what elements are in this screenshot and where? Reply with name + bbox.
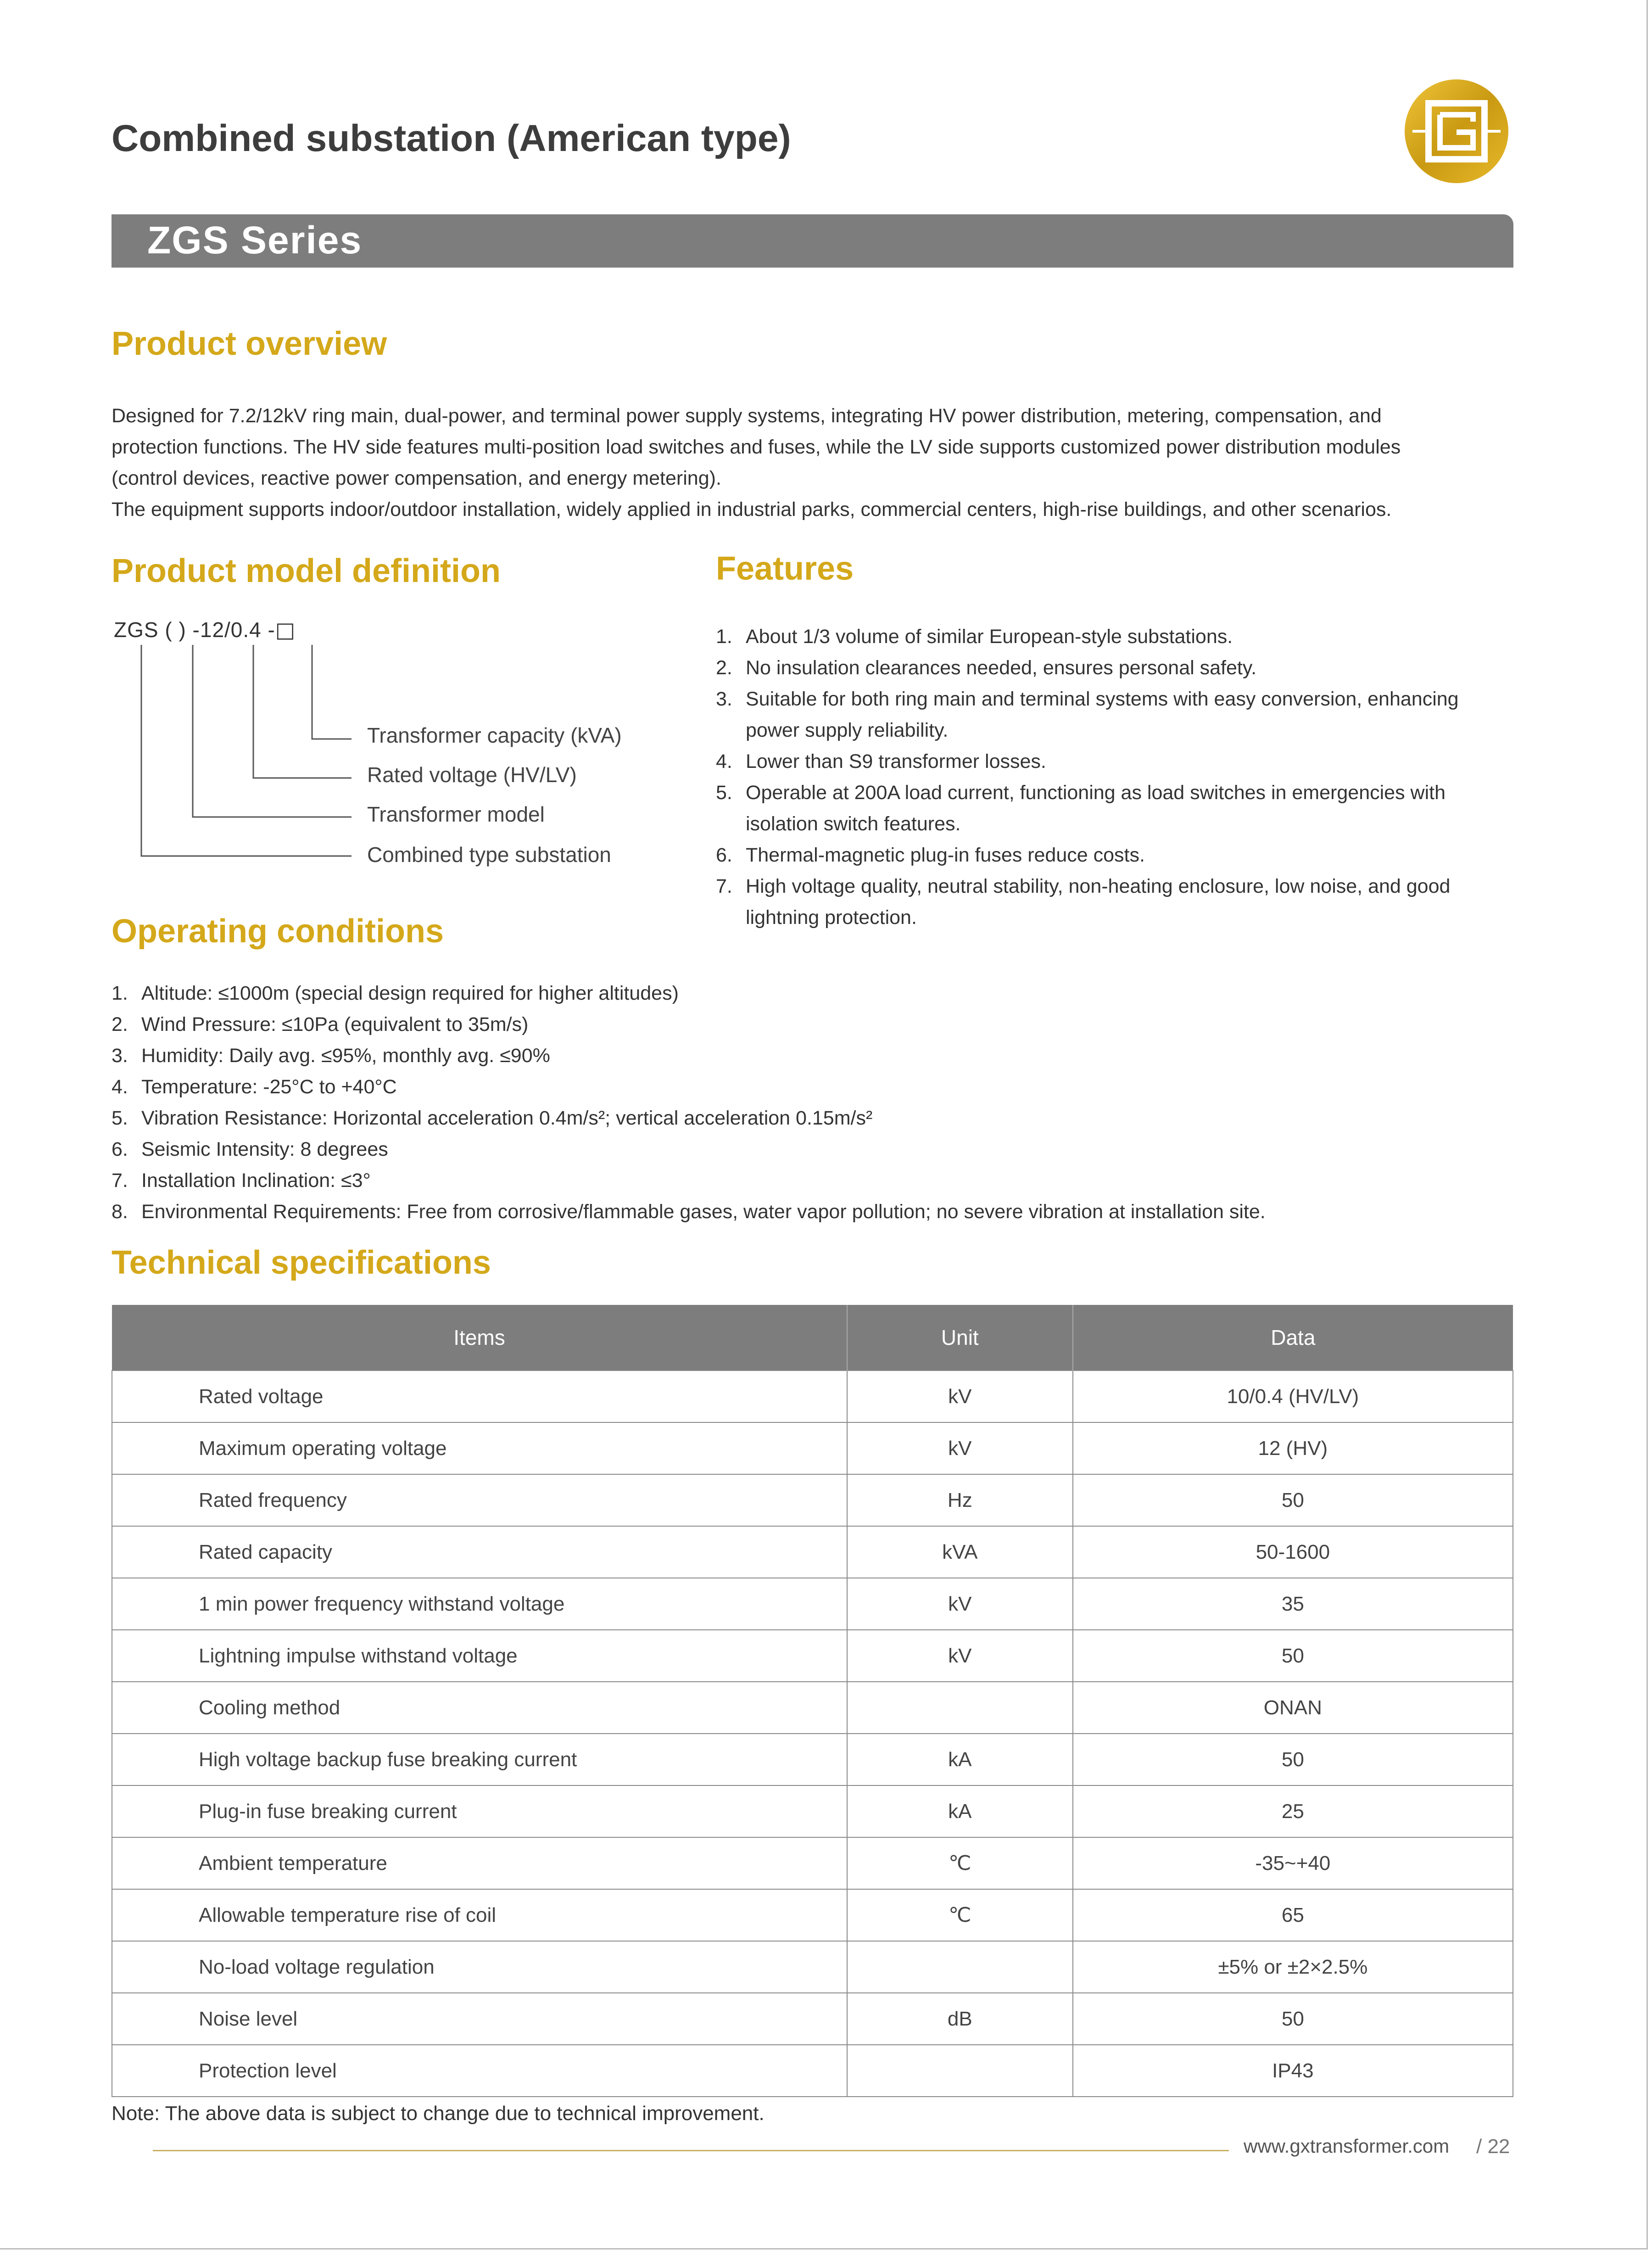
spec-item-cell: No-load voltage regulation	[112, 1941, 847, 1993]
spec-item-cell: Rated voltage	[112, 1371, 847, 1422]
table-row	[112, 1474, 1513, 1526]
spec-data-cell: 10/0.4 (HV/LV)	[1073, 1371, 1513, 1422]
spec-item-cell: Maximum operating voltage	[112, 1422, 847, 1474]
features-heading: Features	[716, 550, 854, 587]
table-row	[112, 1889, 1513, 1941]
footer-divider	[153, 2150, 1229, 2151]
list-item: 7. High voltage quality, neutral stability, non-heating enclosure, low noise, and good lightning protection.	[716, 875, 1451, 929]
list-item: 4. Lower than S9 transformer losses.	[716, 750, 1046, 772]
table-row	[112, 1578, 1513, 1630]
column-header-data: Data	[1073, 1305, 1513, 1371]
list-item: 8. Environmental Requirements: Free from corrosive/flammable gases, water vapor pollution; no severe vibration at installation site.	[112, 1201, 1266, 1223]
spec-data-cell: 35	[1073, 1578, 1513, 1630]
spec-unit-cell: kV	[847, 1371, 1073, 1422]
table-row	[112, 1371, 1513, 1422]
specs-heading: Technical specifications	[112, 1244, 491, 1281]
table-row	[112, 2045, 1513, 2097]
list-item: 2. No insulation clearances needed, ensures personal safety.	[716, 657, 1257, 679]
spec-unit-cell: kVA	[847, 1526, 1073, 1578]
spec-data-cell: 50-1600	[1073, 1526, 1513, 1578]
spec-unit-cell	[847, 2045, 1073, 2097]
spec-unit-cell: kA	[847, 1734, 1073, 1785]
list-item: 6. Seismic Intensity: 8 degrees	[112, 1138, 388, 1160]
spec-item-cell: Protection level	[112, 2045, 847, 2097]
spec-data-cell: ±5% or ±2×2.5%	[1073, 1941, 1513, 1993]
spec-unit-cell: kV	[847, 1422, 1073, 1474]
spec-item-cell: Rated capacity	[112, 1526, 847, 1578]
spec-data-cell: 12 (HV)	[1073, 1422, 1513, 1474]
spec-unit-cell: kA	[847, 1785, 1073, 1837]
spec-item-cell: Plug-in fuse breaking current	[112, 1785, 847, 1837]
model-label-combined-type: Combined type substation	[367, 843, 611, 867]
overview-heading: Product overview	[112, 325, 387, 362]
list-item: 5. Vibration Resistance: Horizontal acceleration 0.4m/s²; vertical acceleration 0.15m/s²	[112, 1107, 873, 1129]
overview-line: The equipment supports indoor/outdoor installation, widely applied in industrial parks, commercial centers, high-rise buildings, and other scenarios.	[112, 498, 1392, 520]
spec-item-cell: Ambient temperature	[112, 1837, 847, 1889]
model-label-voltage: Rated voltage (HV/LV)	[367, 763, 577, 787]
spec-unit-cell: dB	[847, 1993, 1073, 2045]
spec-data-cell: 25	[1073, 1785, 1513, 1837]
spec-data-cell: ONAN	[1073, 1682, 1513, 1734]
table-row	[112, 1422, 1513, 1474]
conditions-heading: Operating conditions	[112, 913, 444, 950]
table-row	[112, 1837, 1513, 1889]
spec-item-cell: Allowable temperature rise of coil	[112, 1889, 847, 1941]
spec-data-cell: 50	[1073, 1734, 1513, 1785]
table-row	[112, 1682, 1513, 1734]
table-row	[112, 1526, 1513, 1578]
column-header-unit: Unit	[847, 1305, 1073, 1371]
series-title: ZGS Series	[147, 218, 363, 262]
overview-line: Designed for 7.2/12kV ring main, dual-power, and terminal power supply systems, integrating HV power distribution, metering, compensation, and	[112, 405, 1382, 427]
list-item: 7. Installation Inclination: ≤3°	[112, 1169, 371, 1192]
model-code	[114, 617, 296, 642]
spec-item-cell: 1 min power frequency withstand voltage	[112, 1578, 847, 1630]
spec-item-cell: Lightning impulse withstand voltage	[112, 1630, 847, 1682]
column-header-items: Items	[112, 1305, 847, 1371]
spec-item-cell: High voltage backup fuse breaking current	[112, 1734, 847, 1785]
model-code-text: ZGS ( ) -12/0.4 -	[114, 618, 275, 642]
spec-data-cell: 50	[1073, 1474, 1513, 1526]
spec-unit-cell	[847, 1682, 1073, 1734]
spec-data-cell: 50	[1073, 1630, 1513, 1682]
model-label-capacity: Transformer capacity (kVA)	[367, 723, 622, 747]
table-row	[112, 1785, 1513, 1837]
model-heading: Product model definition	[112, 553, 501, 589]
list-item: 4. Temperature: -25°C to +40°C	[112, 1076, 397, 1098]
overview-line: (control devices, reactive power compensation, and energy metering).	[112, 467, 721, 489]
spec-item-cell: Noise level	[112, 1993, 847, 2045]
gx-logo-icon	[1403, 78, 1510, 185]
model-code-box: □	[275, 617, 296, 642]
table-row	[112, 1630, 1513, 1682]
overview-line: protection functions. The HV side features multi-position load switches and fuses, while the LV side supports customized power distribution modules	[112, 436, 1401, 458]
model-diagram-lines	[133, 645, 363, 865]
spec-unit-cell: kV	[847, 1630, 1073, 1682]
spec-data-cell: 65	[1073, 1889, 1513, 1941]
table-row	[112, 1941, 1513, 1993]
list-item: 1. Altitude: ≤1000m (special design required for higher altitudes)	[112, 982, 679, 1004]
spec-item-cell: Cooling method	[112, 1682, 847, 1734]
overview-text	[112, 400, 1516, 525]
spec-data-cell: -35~+40	[1073, 1837, 1513, 1889]
spec-unit-cell: Hz	[847, 1474, 1073, 1526]
conditions-list	[112, 978, 1516, 1227]
spec-unit-cell: ℃	[847, 1889, 1073, 1941]
spec-data-cell: IP43	[1073, 2045, 1513, 2097]
page-number: / 22	[1476, 2135, 1510, 2158]
spec-data-cell: 50	[1073, 1993, 1513, 2045]
table-row	[112, 1993, 1513, 2045]
spec-unit-cell: kV	[847, 1578, 1073, 1630]
spec-item-cell: Rated frequency	[112, 1474, 847, 1526]
specs-table	[112, 1305, 1513, 2097]
footer-url[interactable]: www.gxtransformer.com	[1244, 2135, 1450, 2157]
list-item: 2. Wind Pressure: ≤10Pa (equivalent to 35m/s)	[112, 1013, 529, 1035]
list-item: 1. About 1/3 volume of similar European-style substations.	[716, 626, 1233, 648]
spec-unit-cell	[847, 1941, 1073, 1993]
table-header-row	[112, 1305, 1513, 1371]
series-banner	[112, 214, 1513, 268]
features-list	[716, 621, 1517, 933]
spec-unit-cell: ℃	[847, 1837, 1073, 1889]
note-text: Note: The above data is subject to change due to technical improvement.	[112, 2102, 765, 2125]
list-item: 6. Thermal-magnetic plug-in fuses reduce costs.	[716, 844, 1145, 866]
list-item: 5. Operable at 200A load current, functioning as load switches in emergencies with isolation switch features.	[716, 782, 1446, 835]
list-item: 3. Suitable for both ring main and terminal systems with easy conversion, enhancing power supply reliability.	[716, 688, 1459, 741]
model-label-transformer-model: Transformer model	[367, 802, 545, 826]
table-row	[112, 1734, 1513, 1785]
page-title: Combined substation (American type)	[112, 118, 791, 159]
list-item: 3. Humidity: Daily avg. ≤95%, monthly avg. ≤90%	[112, 1045, 550, 1067]
